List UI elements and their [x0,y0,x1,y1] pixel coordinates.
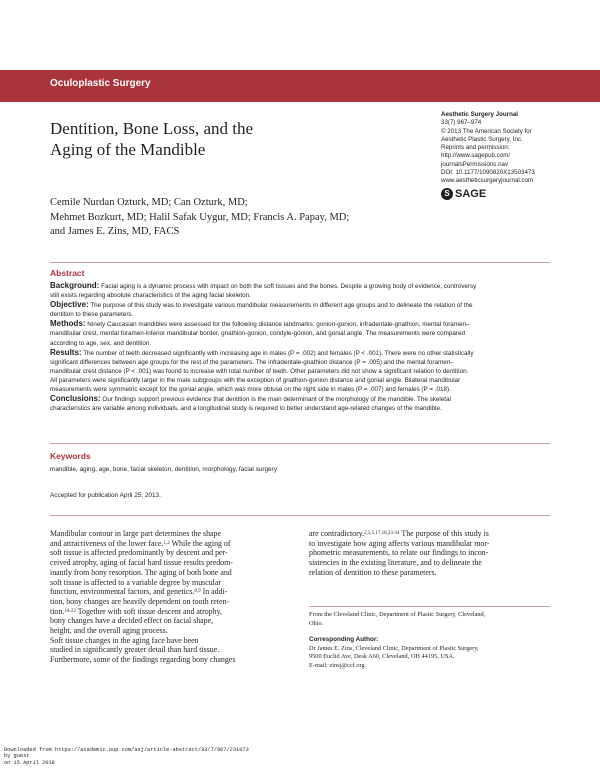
keywords-text: mandible, aging, age, bone, facial skeleton, dentition, morphology, facial surgery [50,466,277,473]
section-banner [0,70,600,102]
footnote-divider [309,606,550,607]
journal-url[interactable]: www.aestheticsurgeryjournal.com [441,177,534,185]
body-line: Soft tissue changes in the aging face have been [50,635,199,645]
journal-info [441,111,591,186]
corresponding-author-label: Corresponding Author: [309,636,379,643]
body-column-right [309,529,549,578]
body-line: phometric measurements, to relate our findings to incon- [309,548,489,558]
download-line: on 15 April 2018 [4,759,55,766]
author-line: Cemile Nurdan Ozturk, MD; Can Ozturk, MD; [50,197,248,208]
methods-label: Methods: [50,319,86,329]
citation-ref[interactable]: 1,2 [163,540,170,546]
download-notice [4,747,249,766]
email-link[interactable]: E-mail: zinsj@ccf.org [309,661,365,669]
journal-name: Aesthetic Surgery Journal [441,111,519,118]
author-line: and James E. Zins, MD, FACS [50,226,180,237]
body-column-left [50,529,290,665]
journal-line: 33(7) 967–974 [441,119,482,127]
journal-line: © 2013 The American Society for [441,127,532,135]
citation-ref[interactable]: 8,9 [194,589,201,595]
abstract-line: Conclusions: Our findings support previous evidence that dentition is the main determinant of the morphology of the mandible. The skeletal [50,394,451,404]
title-line: Aging of the Mandible [50,140,206,159]
body-line: are contradictory.$^{2,3,5,17,18,23-34}$ The purpose of this study is [309,529,489,538]
download-line: by guest [4,753,30,760]
keywords-heading: Keywords [50,451,91,461]
conclusions-label: Conclusions: [50,394,101,404]
body-line: inantly from bony resorption. The aging of both bone and [50,567,232,577]
abstract-line: mandibular crest, mental foramen-inferior mandibular border, gnathion-gonion, condyle-gonion, and gonial angle. The measurements were compared [50,330,466,338]
sage-wordmark: SAGE [455,188,487,200]
body-line: soft tissue is affected predominantly by descent and per- [50,548,228,558]
affiliation-line: From the Cleveland Clinic, Department of Plastic Surgery, Cleveland, [309,611,486,618]
correspondence-line: 9500 Euclid Ave, Desk A60, Cleveland, OH 44195, USA. [309,653,455,660]
abstract-body [50,281,550,413]
footnote-block [309,611,549,670]
section-label: Oculoplastic Surgery [50,78,151,89]
body-line: relation of dentition to these parameters. [309,567,437,577]
journal-line: Aesthetic Plastic Surgery, Inc. [441,135,523,143]
author-list [50,196,450,240]
body-line: soft tissue is affected to a variable degree by muscular [50,577,221,587]
body-line: and attractiveness of the lower face.$^{1,2}$ While the aging of [50,538,231,548]
doi-line: DOI: 10.1177/1090820X13503473 [441,169,535,177]
divider [50,262,550,263]
citation-ref[interactable]: 2,3,5,17,18,23-34 [364,531,400,536]
abstract-line: dentition to these parameters. [50,311,134,319]
abstract-line: still exists regarding absolute characteristics of the aging facial skeleton. [50,292,251,300]
author-line: Mehmet Bozkurt, MD; Halil Safak Uygur, MD; Francis A. Papay, MD; [50,211,350,223]
citation-ref[interactable]: 10-22 [64,608,76,614]
body-line: Furthermore, some of the findings regarding bony changes [50,655,236,665]
affiliation-line: Ohio. [309,619,324,627]
journal-link[interactable]: http://www.sagepub.com/ [441,152,511,160]
abstract-line: Objective: The purpose of this study was to investigate various mandibular measurements in different age groups and to delineate the relation of the [50,300,473,310]
correspondence-line: Dr James E. Zins, Cleveland Clinic, Department of Plastic Surgery, [309,644,479,652]
abstract-line: Background: Facial aging is a dynamic process with impact on both the soft tissues and the bones. Despite a growing body of evidence, controversy [50,281,477,290]
body-line: bony changes have a decided effect on facial shape, [50,616,214,626]
divider [50,443,550,444]
body-line: function, environmental factors, and genetics.$^{8,9}$ In addi- [50,587,228,597]
abstract-line: according to age, sex, and dentition. [50,339,152,347]
objective-label: Objective: [50,300,89,310]
body-line: tion.$^{10-22}$ Together with soft tissue descent and atrophy, [50,606,222,616]
results-label: Results: [50,347,82,357]
abstract-line: significant differences between age groups for the rest of the parameters. The infradentale-gnathion distance (P = .005) and the mental foramen– [50,358,454,366]
article-title [50,118,390,160]
abstract-line: characteristics are variable among individuals, and a longitudinal study is required to better understand age-related changes of the mandible. [50,405,442,413]
abstract-line: Results: The number of teeth decreased significantly with increasing age in males (P = .002) and females (P < .001). There were no other statistically [50,347,474,357]
abstract-heading: Abstract [50,268,85,278]
journal-link[interactable]: journalsPermissions.nav [441,160,509,168]
abstract-line: measurements were symmetric except for the gonial angle, which was more obtuse on the right side in males (P = .007) and females (P = .018). [50,386,451,394]
title-line: Dentition, Bone Loss, and the [50,119,254,138]
sage-icon: S [441,188,453,200]
accepted-date: Accepted for publication April 25, 2013. [50,492,161,499]
body-line: studied in significantly greater detail than hard tissue. [50,645,220,655]
body-line: height, and the overall aging process. [50,626,168,636]
body-line: sistencies in the existing literature, and to delineate the [309,558,482,568]
download-line: Downloaded from https://academic.oup.com/asj/article-abstract/33/7/967/231073 [4,747,249,753]
background-label: Background: [50,281,100,290]
abstract-line: mandibular crest distance (P < .001) was found to increase with total number of teeth. Other parameters did not show a significant relation to dentition. [50,367,469,375]
body-line: ceived atrophy, aging of facial hard tissue results predom- [50,558,233,568]
divider [50,515,550,516]
body-line: to investigate how aging affects various mandibular mor- [309,538,490,548]
body-line: Mandibular contour in large part determines the shape [50,529,221,538]
body-line: tion, bony changes are heavily dependent on tooth reten- [50,596,230,606]
abstract-line: Methods: Ninety Caucasian mandibles were assessed for the following distance landmarks: gonion-gonion, infradentale-gnathion, mental foramen– [50,319,470,329]
abstract-line: All parameters were significantly larger in the male subgroups with the exception of gnathion-gonion distance and gonial angle. Bilateral mandibular [50,376,461,384]
journal-line: Reprints and permission: [441,144,510,152]
